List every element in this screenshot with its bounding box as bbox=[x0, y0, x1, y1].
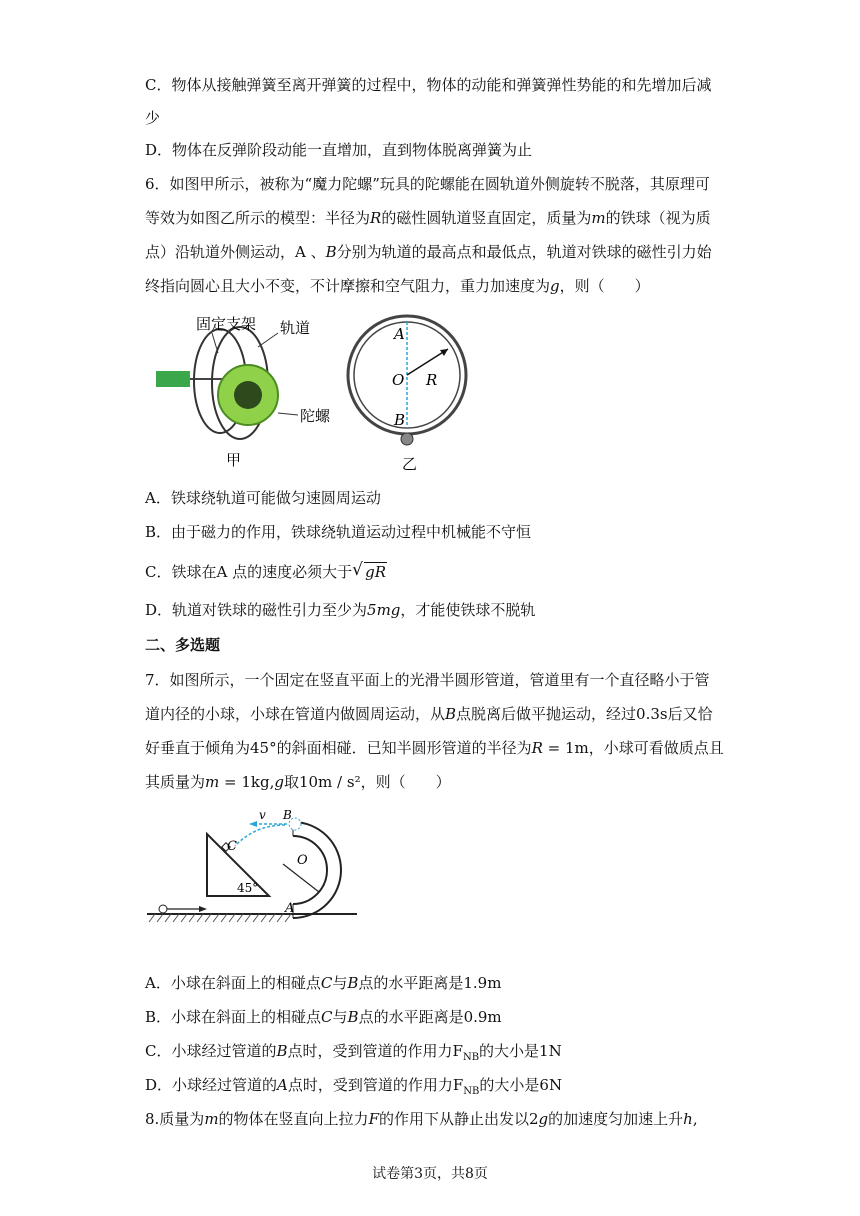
iron-ball-shape bbox=[401, 433, 413, 445]
q6-stem-line4: 终指向圆心且大小不变，不计摩擦和空气阻力，重力加速度为g，则（ ） bbox=[145, 277, 650, 295]
ball-on-ground-shape bbox=[159, 905, 167, 913]
label-support: 固定支架 bbox=[196, 315, 257, 333]
page-footer: 试卷第3页，共8页 bbox=[372, 1166, 488, 1182]
caption-yi: 乙 bbox=[402, 455, 418, 473]
label-O: O bbox=[297, 853, 308, 868]
q5-option-c-line1: C．物体从接触弹簧至离开弹簧的过程中，物体的动能和弹簧弹性势能的和先增加后减 bbox=[145, 76, 712, 94]
trajectory-line bbox=[235, 825, 285, 846]
label-gyro: 陀螺 bbox=[300, 407, 331, 425]
q6-stem-line3: 点）沿轨道外侧运动，A 、B分别为轨道的最高点和最低点，轨道对铁球的磁性引力始 bbox=[145, 243, 712, 261]
caption-jia: 甲 bbox=[226, 451, 242, 469]
q7-option-d: D．小球经过管道的A点时，受到管道的作用力$F_{NB}$的大小是6N bbox=[145, 1076, 563, 1097]
q6-option-b: B．由于磁力的作用，铁球绕轨道运动过程中机械能不守恒 bbox=[145, 523, 532, 541]
q7-option-b: B．小球在斜面上的相碰点C与B点的水平距离是0.9m bbox=[145, 1008, 502, 1026]
label-B: B bbox=[394, 411, 406, 429]
label-R: R bbox=[426, 371, 438, 389]
q6-option-d: D．轨道对铁球的磁性引力至少为5mg，才能使铁球不脱轨 bbox=[145, 601, 536, 619]
q7-stem-line1: 7．如图所示，一个固定在竖直平面上的光滑半圆形管道，管道里有一个直径略小于管 bbox=[145, 671, 710, 689]
q6-option-c: C．铁球在A 点的速度必须大于 √ gR bbox=[145, 560, 386, 581]
pipe-inner-shape bbox=[293, 836, 327, 904]
q5-option-c-line2: 少 bbox=[145, 109, 161, 127]
handle-shape bbox=[156, 371, 190, 387]
q7-option-c: C．小球经过管道的B点时，受到管道的作用力$F_{NB}$的大小是1N bbox=[145, 1042, 562, 1063]
q6-option-a: A．铁球绕轨道可能做匀速圆周运动 bbox=[145, 489, 381, 507]
q7-stem-line4: 其质量为m = 1kg,g取10m / s²，则（ ） bbox=[145, 773, 451, 791]
q7-stem-line2: 道内径的小球，小球在管道内做圆周运动，从B点脱离后做平抛运动，经过0.3s后又恰 bbox=[145, 705, 713, 723]
figure-jia bbox=[150, 303, 340, 475]
label-v: v bbox=[259, 808, 266, 822]
label-A: A bbox=[394, 325, 405, 343]
q5-option-d: D．物体在反弹阶段动能一直增加，直到物体脱离弹簧为止 bbox=[145, 141, 533, 159]
sqrt-expression: √ gR bbox=[352, 560, 386, 581]
section-heading: 二、多选题 bbox=[145, 636, 221, 654]
q7-option-a: A．小球在斜面上的相碰点C与B点的水平距离是1.9m bbox=[145, 974, 502, 992]
label-B: B bbox=[283, 808, 292, 822]
figure-q7 bbox=[145, 808, 360, 923]
figure-yi bbox=[340, 303, 475, 475]
label-A: A bbox=[285, 901, 295, 916]
q6-stem-line2: 等效为如图乙所示的模型：半径为R的磁性圆轨道竖直固定，质量为m的铁球（视为质 bbox=[145, 209, 711, 227]
q8-stem-line1: 8.质量为m的物体在竖直向上拉力F的作用下从静止出发以2g的加速度匀加速上升h, bbox=[145, 1110, 698, 1128]
label-track: 轨道 bbox=[280, 319, 311, 337]
q7-stem-line3: 好垂直于倾角为45°的斜面相碰．已知半圆形管道的半径为R = 1m，小球可看做质点且 bbox=[145, 739, 724, 757]
label-angle: 45° bbox=[237, 881, 259, 895]
q6-stem-line1: 6．如图甲所示，被称为“魔力陀螺”玩具的陀螺能在圆轨道外侧旋转不脱落，其原理可 bbox=[145, 175, 710, 193]
label-C: C bbox=[227, 839, 237, 854]
label-O: O bbox=[392, 371, 405, 389]
